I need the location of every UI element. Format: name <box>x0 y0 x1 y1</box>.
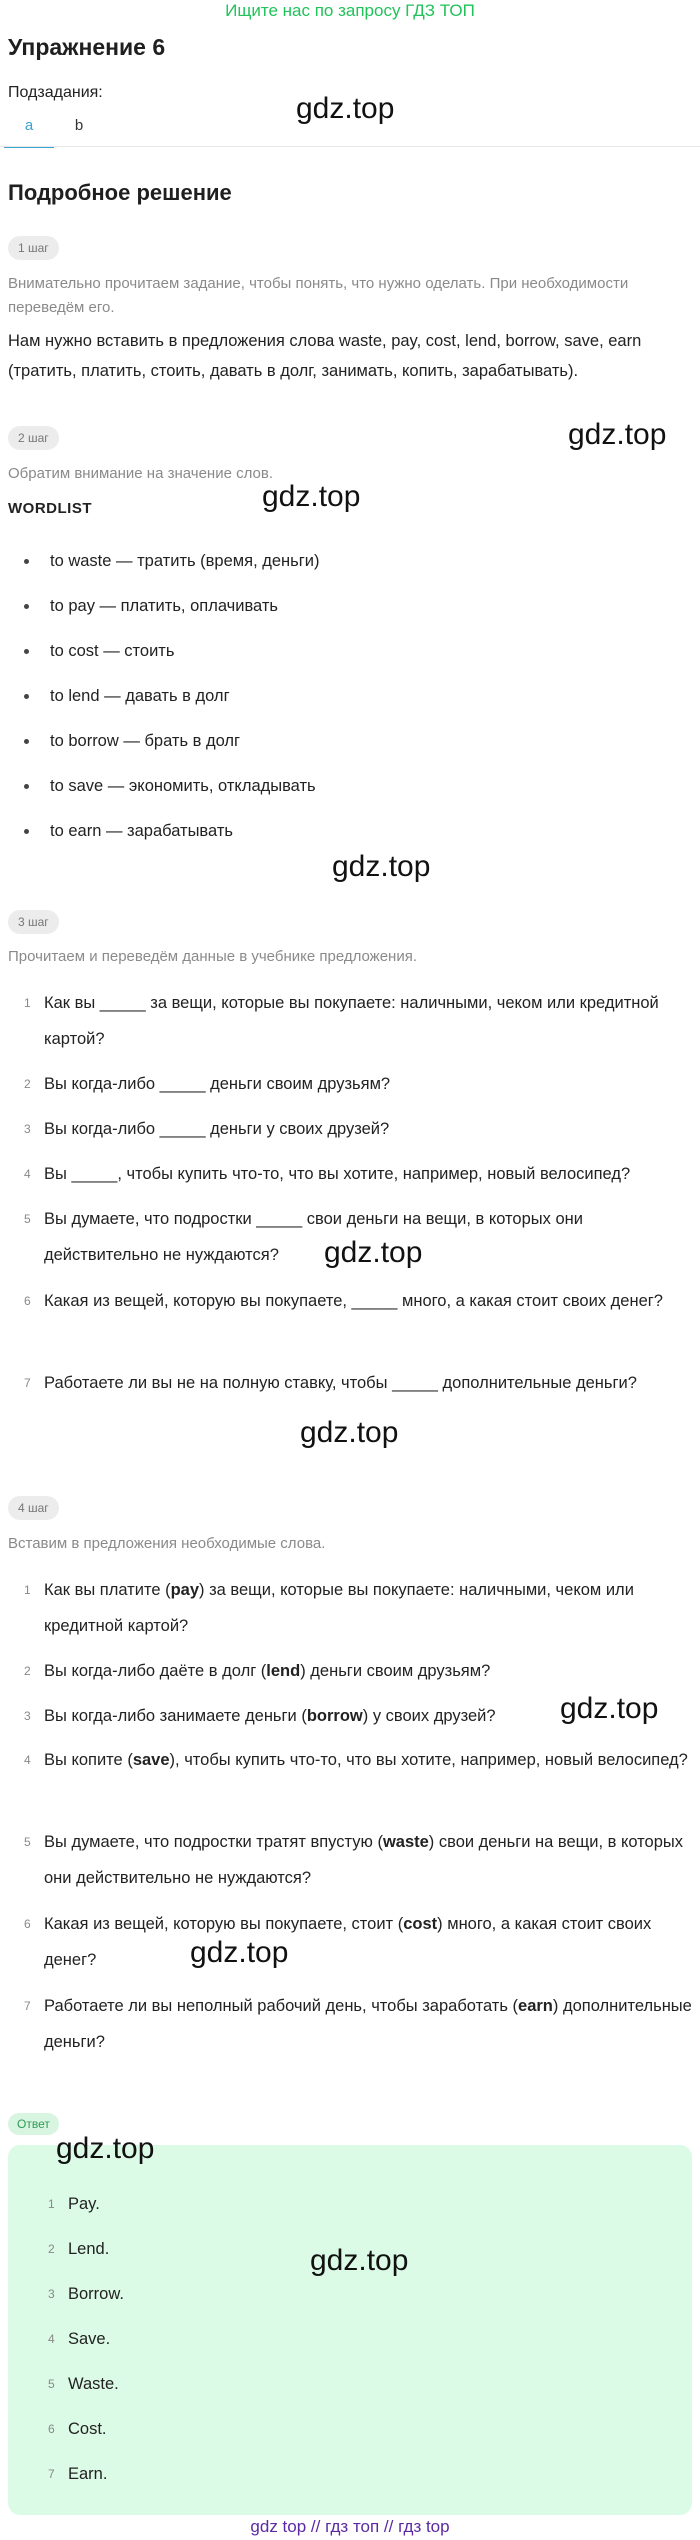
watermark: gdz.top <box>56 2132 155 2165</box>
step4-note: Вставим в предложения необходимые слова. <box>8 1535 326 1552</box>
bullet-icon <box>24 829 29 834</box>
watermark: gdz.top <box>262 480 361 513</box>
tab-b[interactable]: b <box>74 117 84 134</box>
wordlist-title: WORDLIST <box>8 500 92 517</box>
bullet-icon <box>24 649 29 654</box>
step-badge-3: 3 шаг <box>8 910 59 934</box>
step-badge-4: 4 шаг <box>8 1496 59 1520</box>
watermark: gdz.top <box>310 2244 409 2277</box>
tab-a[interactable]: a <box>4 112 54 148</box>
step1-note: Внимательно прочитаем задание, чтобы понять, что нужно оделать. При необходимости переведём его. <box>8 275 629 316</box>
bullet-icon <box>24 784 29 789</box>
bullet-icon <box>24 694 29 699</box>
watermark: gdz.top <box>568 418 667 451</box>
answer-badge: Ответ <box>8 2113 59 2135</box>
bullet-icon <box>24 739 29 744</box>
watermark: gdz.top <box>296 92 395 125</box>
watermark: gdz.top <box>332 850 431 883</box>
search-banner: Ищите нас по запросу ГДЗ ТОП <box>225 1 475 20</box>
bullet-icon <box>24 559 29 564</box>
watermark: gdz.top <box>560 1692 659 1725</box>
step-badge-1: 1 шаг <box>8 236 59 260</box>
tabs-divider <box>0 146 700 147</box>
step2-note: Обратим внимание на значение слов. <box>8 465 273 482</box>
step1-text: Нам нужно вставить в предложения слова waste, pay, cost, lend, borrow, save, earn (тратить, платить, стоить, давать в долг, занимать, копить, зарабатывать). <box>8 332 642 380</box>
footer-links[interactable]: gdz top // гдз топ // гдз top <box>250 2517 450 2536</box>
answer-box <box>8 2145 692 2515</box>
page-title: Упражнение 6 <box>8 34 166 60</box>
watermark: gdz.top <box>190 1936 289 1969</box>
bullet-icon <box>24 604 29 609</box>
step-badge-2: 2 шаг <box>8 426 59 450</box>
step3-note: Прочитаем и переведём данные в учебнике предложения. <box>8 948 418 965</box>
watermark: gdz.top <box>300 1416 399 1449</box>
solution-title: Подробное решение <box>8 180 232 205</box>
watermark: gdz.top <box>324 1236 423 1269</box>
subtasks-label: Подзадания: <box>8 84 103 101</box>
